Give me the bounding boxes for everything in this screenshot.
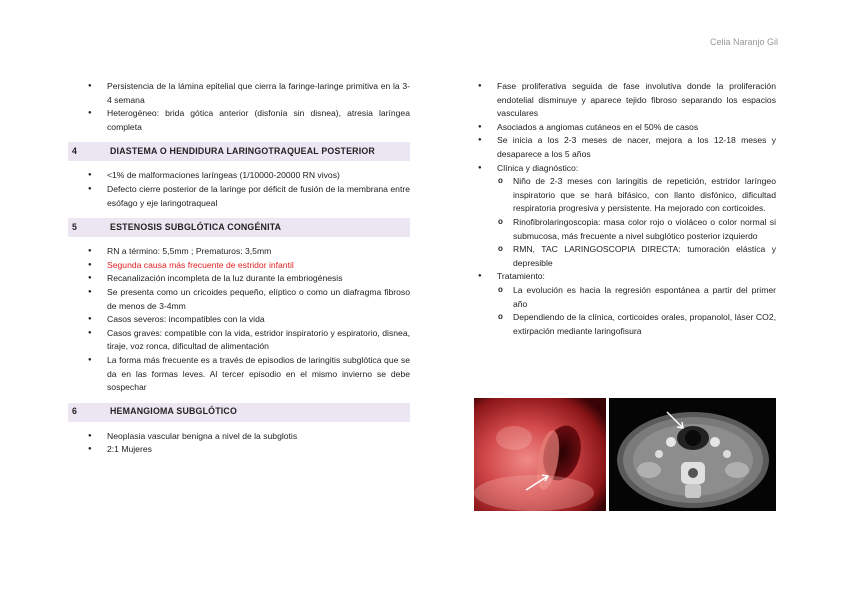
list-item: ● Neoplasia vascular benigna a nivel de la subglotis xyxy=(68,430,410,444)
tratamiento-list xyxy=(458,270,776,284)
list-item: ● Defecto cierre posterior de la laringe por déficit de fusión de la membrana entre esófago y eje laringotraqueal xyxy=(68,183,410,210)
right-column xyxy=(458,80,776,338)
list-item: ● La forma más frecuente es a través de episodios de laringitis subglótica que se da en las formas leves. Al tercer episodio en el mismo invierno se debe sospechar xyxy=(68,354,410,395)
sub-list-item: o La evolución es hacia la regresión espontánea a partir del primer año xyxy=(458,284,776,311)
list-item: ● Casos graves: compatible con la vida, estridor inspiratorio y espiratorio, disnea, tiraje, voz ronca, dificultad de alimentación xyxy=(68,327,410,354)
top-bullet-list xyxy=(68,80,410,134)
author-name: Celia Naranjo Gil xyxy=(709,37,778,47)
list-item: ● Heterogéneo: brida gótica anterior (disfonía sin disnea), atresia laríngea completa xyxy=(68,107,410,134)
right-bullet-list xyxy=(458,80,776,175)
list-item: ● Se presenta como un cricoides pequeño, elíptico o como un diafragma fibroso de menos de 3-4mm xyxy=(68,286,410,313)
left-column xyxy=(68,80,410,457)
ct-scan-image xyxy=(609,398,776,511)
section-title: HEMANGIOMA SUBGLÓTICO xyxy=(110,406,238,417)
clinica-sublist xyxy=(458,175,776,270)
section-6-list xyxy=(68,430,410,457)
section-number: 5 xyxy=(72,221,78,232)
list-item: ● 2:1 Mujeres xyxy=(68,443,410,457)
section-number: 6 xyxy=(72,406,78,417)
section-header-5 xyxy=(68,218,410,237)
figure-images xyxy=(474,398,776,511)
section-number: 4 xyxy=(72,146,78,157)
list-item: ● Recanalización incompleta de la luz durante la embriogénesis xyxy=(68,272,410,286)
sub-list-item: o RMN, TAC LARINGOSCOPIA DIRECTA: tumoración elástica y depresible xyxy=(458,243,776,270)
section-title: DIASTEMA O HENDIDURA LARINGOTRAQUEAL POSTERIOR xyxy=(110,146,375,157)
sub-list-item: o Rinofibrolaringoscopia: masa color rojo o violáceo o color normal si submucosa, más frecuente a nivel subglótico posterior izquierdo xyxy=(458,216,776,243)
highlighted-list-item: ● Segunda causa más frecuente de estridor infantil xyxy=(68,259,410,273)
list-item: ● Tratamiento: xyxy=(458,270,776,284)
list-item: ● RN a término: 5,5mm ; Prematuros: 3,5mm xyxy=(68,245,410,259)
sub-list-item: o Niño de 2-3 meses con laringitis de repetición, estridor laríngeo inspiratorio que se hará bifásico, con llanto disfónico, dificultad respiratoria progresiva y persistente. Ha mejorado con corticoides. xyxy=(458,175,776,216)
section-title: ESTENOSIS SUBGLÓTICA CONGÉNITA xyxy=(110,221,282,232)
list-item: ● Fase proliferativa seguida de fase involutiva donde la proliferación endotelial disminuye y aparece tejido fibroso separando los espacios vasculares xyxy=(458,80,776,121)
list-item: ● Persistencia de la lámina epitelial que cierra la faringe-laringe primitiva en la 3-4 semana xyxy=(68,80,410,107)
endoscopy-image xyxy=(474,398,606,511)
list-item: ● Casos severos: incompatibles con la vida xyxy=(68,313,410,327)
section-header-6 xyxy=(68,403,410,422)
sub-list-item: o Dependiendo de la clínica, corticoides orales, propanolol, láser CO2, extirpación mediante laringofisura xyxy=(458,311,776,338)
tratamiento-sublist xyxy=(458,284,776,338)
list-item: ● Asociados a angiomas cutáneos en el 50% de casos xyxy=(458,121,776,135)
section-4-list xyxy=(68,169,410,210)
list-item: ● Se inicia a los 2-3 meses de nacer, mejora a los 12-18 meses y desaparece a los 5 años xyxy=(458,134,776,161)
section-header-4 xyxy=(68,142,410,161)
list-item: ● Clínica y diagnóstico: xyxy=(458,162,776,176)
section-5-list xyxy=(68,245,410,395)
list-item: ● <1% de malformaciones laríngeas (1/10000-20000 RN vivos) xyxy=(68,169,410,183)
